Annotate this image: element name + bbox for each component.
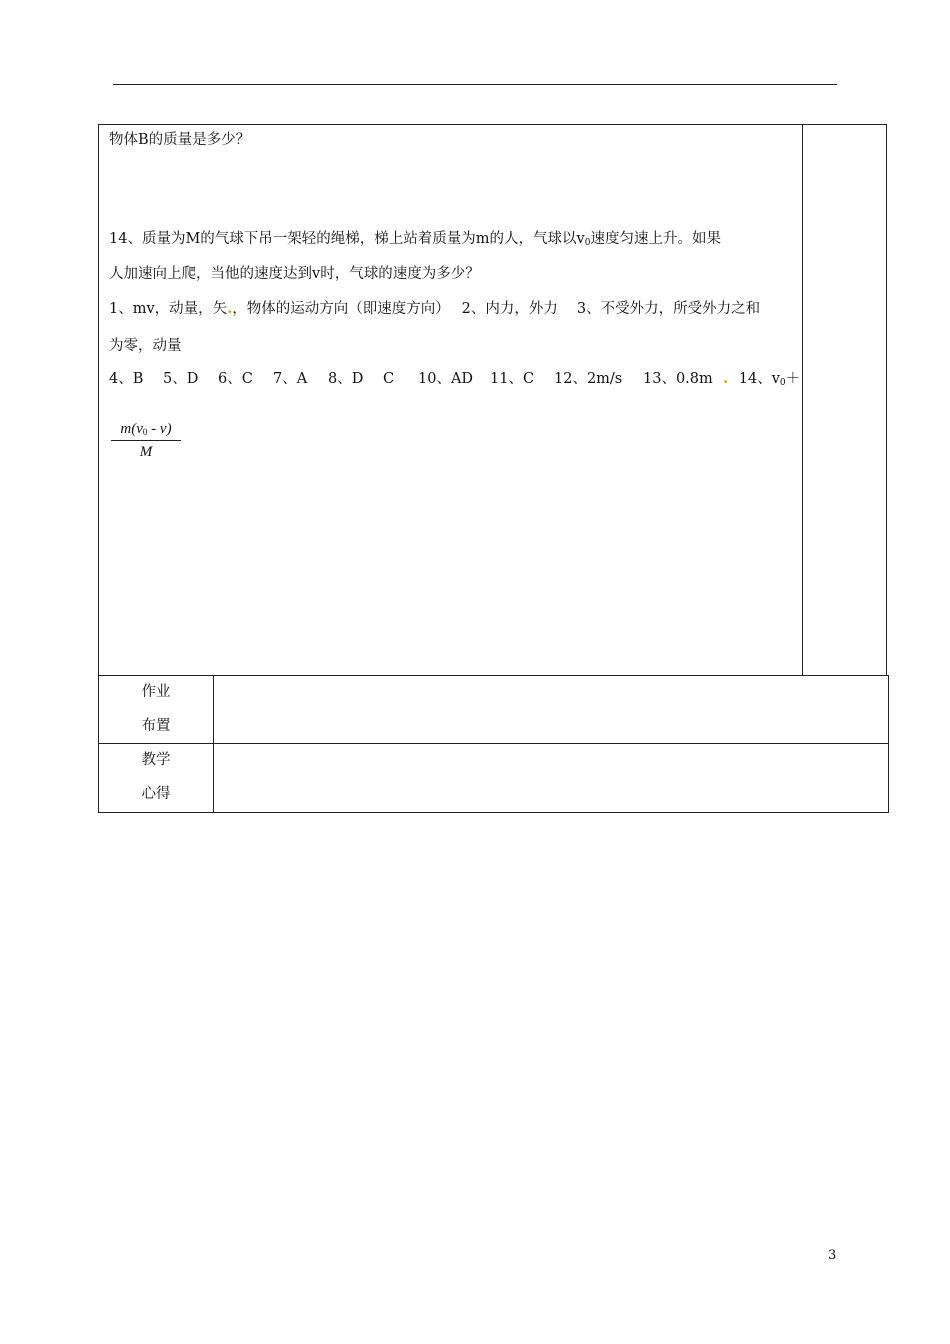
question-14-prefix: 14、质量为M的气球下吊一架轻的绳梯，梯上站着质量为m的人，气球以: [109, 231, 577, 247]
velocity-symbol: v: [576, 231, 585, 247]
answer-item: 8、D: [328, 371, 364, 387]
homework-label-line-1: 作业: [141, 684, 171, 700]
reflection-row: [98, 743, 889, 813]
answers-line-2: 为零，动量: [109, 338, 182, 354]
question-14-line-1: [109, 229, 721, 253]
question-14-suffix: 速度匀速上升。如果: [590, 231, 721, 247]
answer-item: 6、C: [218, 371, 253, 387]
answers-line-3: [109, 369, 800, 393]
answer-14-subscript: 0: [779, 378, 786, 388]
header-rule: [113, 84, 837, 85]
reflection-label-line-2: 心得: [141, 786, 171, 802]
answer-item: 4、B: [109, 371, 144, 387]
homework-label-line-2: 布置: [141, 718, 171, 734]
numerator-part-a: m(v: [120, 421, 143, 437]
answer-14-prefix: 14、v: [738, 371, 780, 387]
fraction-numerator: [111, 421, 181, 441]
answer-item: 10、AD: [418, 371, 474, 387]
content-cell: [99, 125, 803, 675]
numerator-subscript: 0: [142, 427, 148, 437]
velocity-subscript: 0: [584, 238, 591, 248]
answer-item: C: [383, 371, 395, 387]
homework-row: [98, 675, 889, 744]
answers-line-1: [109, 299, 760, 319]
homework-label-cell: [99, 676, 214, 743]
reflection-label-cell: [99, 744, 214, 812]
answers-line-1-b: ，物体的运动方向（即速度方向） 2、内力，外力 3、不受外力，所受外力之和: [232, 301, 761, 317]
fraction-denominator: M: [139, 444, 153, 460]
highlight-dot: .: [723, 370, 729, 387]
page-number: 3: [828, 1248, 837, 1263]
highlight-dot: .: [227, 300, 233, 317]
answer-item: 5、D: [163, 371, 199, 387]
numerator-part-b: - v): [147, 421, 172, 437]
answers-line-1-a: 1、mv，动量，矢: [109, 301, 228, 317]
answer-item: 7、A: [273, 371, 308, 387]
answer-item: 12、2m/s: [554, 371, 623, 387]
lesson-content-frame: [98, 124, 887, 676]
reflection-label-line-1: 教学: [141, 752, 171, 768]
answer-14-suffix: ＋: [785, 371, 801, 387]
question-14-line-2: 人加速向上爬，当他的速度达到v时，气球的速度为多少？: [109, 266, 480, 282]
answer-item: 13、0.8m: [643, 371, 713, 387]
homework-value-cell: [214, 676, 888, 743]
answer-14-fraction: [111, 421, 181, 461]
reflection-value-cell: [214, 744, 888, 812]
side-note-cell: [803, 125, 886, 675]
question-13-tail: 物体B的质量是多少？: [109, 132, 251, 148]
answer-item: 11、C: [490, 371, 535, 387]
